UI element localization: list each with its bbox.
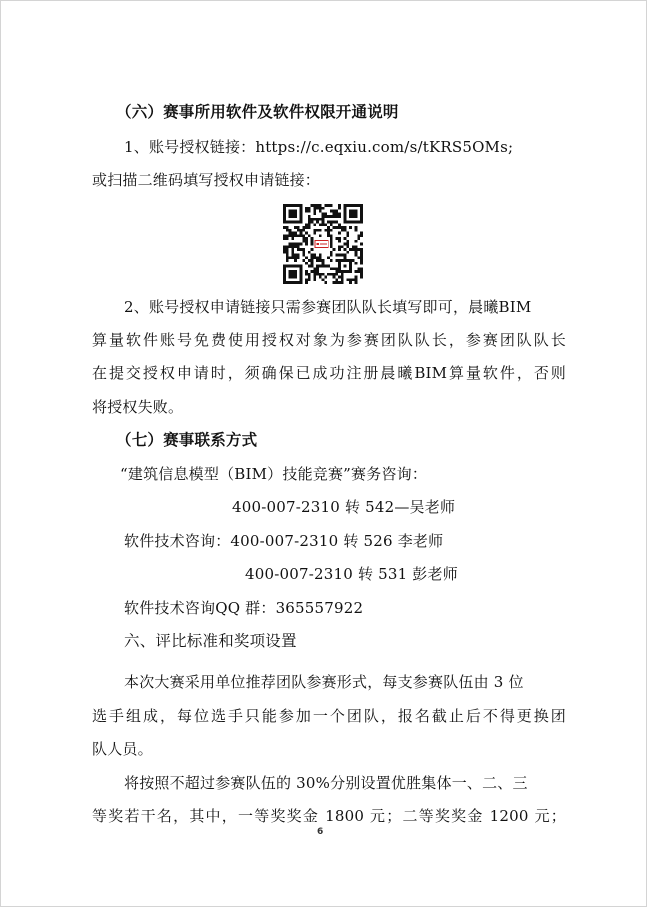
para2-line-2: 等奖若干名，其中，一等奖奖金 1800 元；二等奖奖金 1200 元；	[92, 807, 566, 825]
contact-software-line-1: 软件技术咨询：400-007-2310 转 526 李老师	[124, 532, 444, 550]
item2-line-2: 算量软件账号免费使用授权对象为参赛团队队长，参赛团队队长	[92, 331, 566, 349]
para1-line-2: 选手组成，每位选手只能参加一个团队，报名截止后不得更换团	[92, 707, 566, 725]
qr-instruction-line: 或扫描二维码填写授权申请链接：	[92, 171, 321, 189]
section-six-title: 六、评比标准和奖项设置	[124, 632, 297, 650]
contact-software-line-2: 400-007-2310 转 531 彭老师	[245, 565, 458, 583]
item2-line-4: 将授权失败。	[92, 398, 184, 416]
qr-code	[283, 204, 363, 284]
contact-qq-group: 软件技术咨询QQ 群：365557922	[124, 599, 364, 617]
para1-line-1: 本次大赛采用单位推荐团队参赛形式，每支参赛队伍由 3 位	[124, 673, 524, 691]
authorization-link-line: 1、账号授权链接：https://c.eqxiu.com/s/tKRS5OMs;	[124, 138, 514, 156]
item2-line-1: 2、账号授权申请链接只需参赛团队队长填写即可，晨曦BIM	[124, 298, 532, 316]
para2-line-1: 将按照不超过参赛队伍的 30%分别设置优胜集体一、二、三	[124, 774, 528, 792]
para1-line-3: 队人员。	[92, 740, 153, 758]
contact-competition-phone: 400-007-2310 转 542—吴老师	[232, 498, 456, 516]
page-number: 6	[317, 827, 324, 837]
section-7-contact-heading: （七）赛事联系方式	[116, 431, 258, 449]
item2-line-3: 在提交授权申请时，须确保已成功注册晨曦BIM算量软件，否则	[92, 364, 566, 382]
contact-competition-label: “建筑信息模型（BIM）技能竞赛”赛务咨询：	[120, 465, 428, 483]
section-6-software-heading: （六）赛事所用软件及软件权限开通说明	[116, 103, 399, 121]
